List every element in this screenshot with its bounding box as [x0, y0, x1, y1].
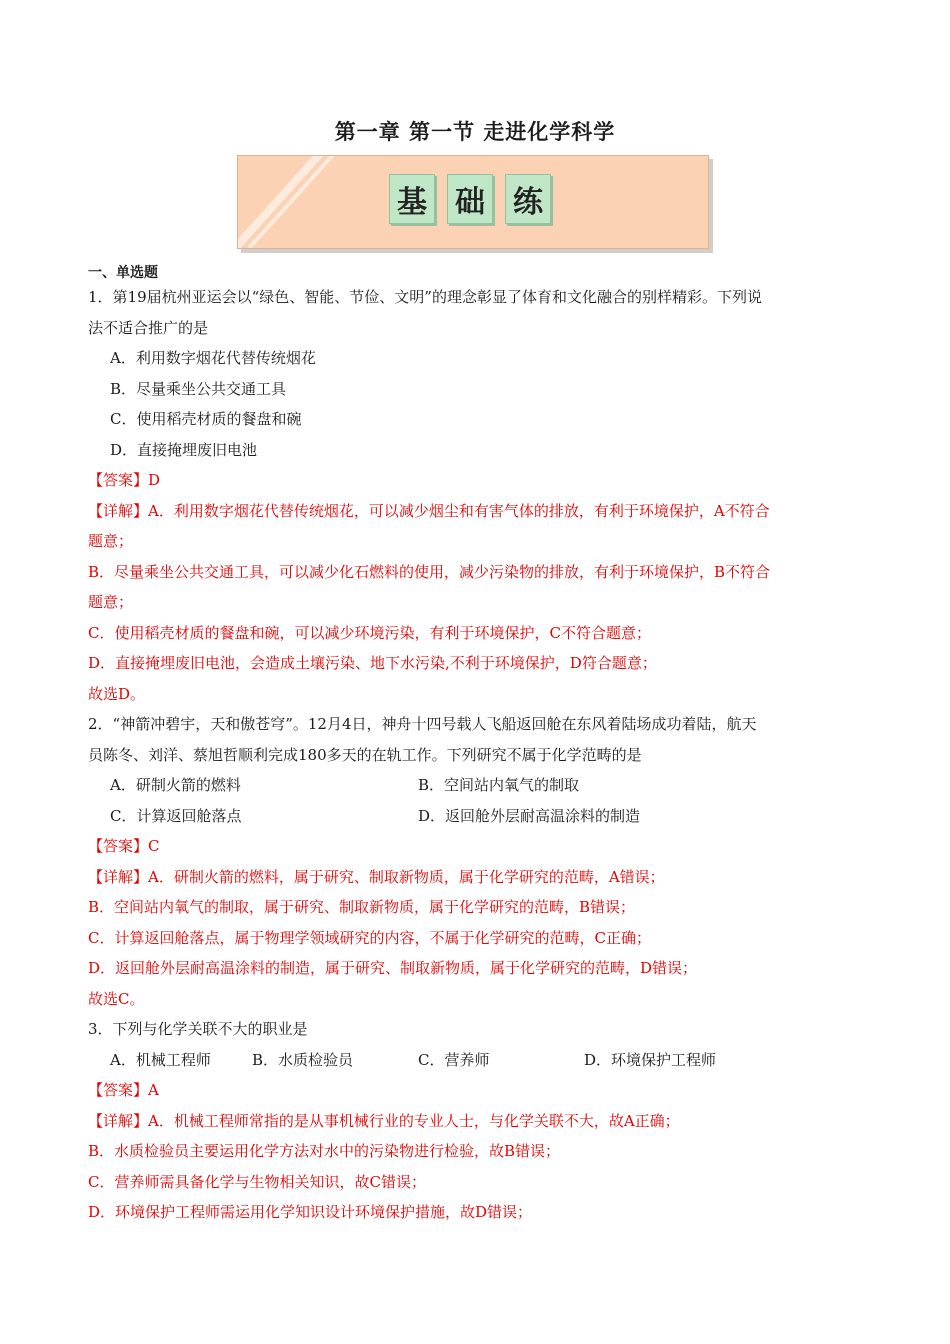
question-stem: 员陈冬、刘洋、蔡旭哲顺利完成180多天的在轨工作。下列研究不属于化学范畴的是	[88, 745, 642, 764]
option-b: B．水质检验员	[252, 1050, 354, 1069]
question-1	[88, 282, 858, 709]
banner-char: 础	[447, 174, 493, 224]
explanation-line: 【详解】A．利用数字烟花代替传统烟花，可以减少烟尘和有害气体的排放，有利于环境保护，A不符合	[88, 501, 770, 520]
banner-char: 基	[389, 174, 435, 224]
question-stem: 法不适合推广的是	[88, 318, 209, 337]
banner-stripe	[248, 155, 345, 249]
question-stem: 3．下列与化学关联不大的职业是	[88, 1020, 308, 1038]
question-stem: 1．第19届杭州亚运会以“绿色、智能、节俭、文明”的理念彰显了体育和文化融合的别样精彩。下列说	[88, 288, 762, 306]
option-b: B．尽量乘坐公共交通工具	[110, 379, 287, 398]
banner	[237, 155, 709, 249]
banner-label	[389, 174, 551, 224]
answer: 【答案】A	[88, 1081, 159, 1099]
answer: 【答案】C	[88, 837, 160, 855]
options-row	[110, 1045, 858, 1076]
explanation-line: D．直接掩埋废旧电池，会造成土壤污染、地下水污染,不利于环境保护，D符合题意；	[88, 654, 657, 672]
option-a: A．利用数字烟花代替传统烟花	[110, 349, 316, 367]
explanation-line: D．环境保护工程师需运用化学知识设计环境保护措施，故D错误；	[88, 1203, 533, 1221]
question-stem: 2．“神箭冲碧宇，天和傲苍穹”。12月4日，神舟十四号载人飞船返回舱在东风着陆场成功着陆，航天	[88, 715, 757, 733]
explanation-line: C．使用稻壳材质的餐盘和碗，可以减少环境污染，有利于环境保护，C不符合题意；	[88, 623, 651, 642]
explanation-line: 【详解】A．研制火箭的燃料，属于研究、制取新物质，属于化学研究的范畴，A错误；	[88, 867, 665, 886]
banner-char: 练	[505, 174, 551, 224]
question-3	[88, 1014, 858, 1228]
question-2	[88, 709, 858, 1014]
option-c: C．使用稻壳材质的餐盘和碗	[110, 410, 302, 428]
option-a: A．机械工程师	[110, 1050, 211, 1069]
option-d: D．直接掩埋废旧电池	[110, 440, 258, 459]
options-row	[110, 801, 858, 832]
explanation-line: 【详解】A．机械工程师常指的是从事机械行业的专业人士，与化学关联不大，故A正确；	[88, 1111, 680, 1130]
explanation-line: D．返回舱外层耐高温涂料的制造，属于研究、制取新物质，属于化学研究的范畴，D错误；	[88, 959, 698, 977]
explanation-line: 故选C。	[88, 989, 145, 1008]
options-row	[110, 770, 858, 801]
option-c: C．计算返回舱落点	[110, 806, 242, 825]
option-d: D．环境保护工程师	[584, 1050, 717, 1069]
option-a: A．研制火箭的燃料	[110, 776, 241, 794]
question-list	[88, 282, 858, 1228]
option-b: B．空间站内氧气的制取	[418, 776, 580, 794]
explanation-line: 题意；	[88, 593, 134, 611]
explanation-line: 故选D。	[88, 684, 146, 703]
explanation-line: C．计算返回舱落点，属于物理学领域研究的内容，不属于化学研究的范畴，C正确；	[88, 928, 651, 947]
explanation-line: B．尽量乘坐公共交通工具，可以减少化石燃料的使用，减少污染物的排放，有利于环境保护，B不符合	[88, 562, 771, 581]
explanation-line: C．营养师需具备化学与生物相关知识，故C错误；	[88, 1172, 426, 1191]
explanation-line: 题意；	[88, 532, 134, 550]
option-c: C．营养师	[418, 1050, 490, 1069]
page-title: 第一章 第一节 走进化学科学	[334, 120, 616, 144]
option-d: D．返回舱外层耐高温涂料的制造	[418, 806, 641, 825]
explanation-line: B．水质检验员主要运用化学方法对水中的污染物进行检验，故B错误；	[88, 1142, 561, 1160]
answer: 【答案】D	[88, 471, 161, 489]
explanation-line: B．空间站内氧气的制取，属于研究、制取新物质，属于化学研究的范畴，B错误；	[88, 898, 636, 916]
section-heading: 一、单选题	[88, 265, 158, 281]
